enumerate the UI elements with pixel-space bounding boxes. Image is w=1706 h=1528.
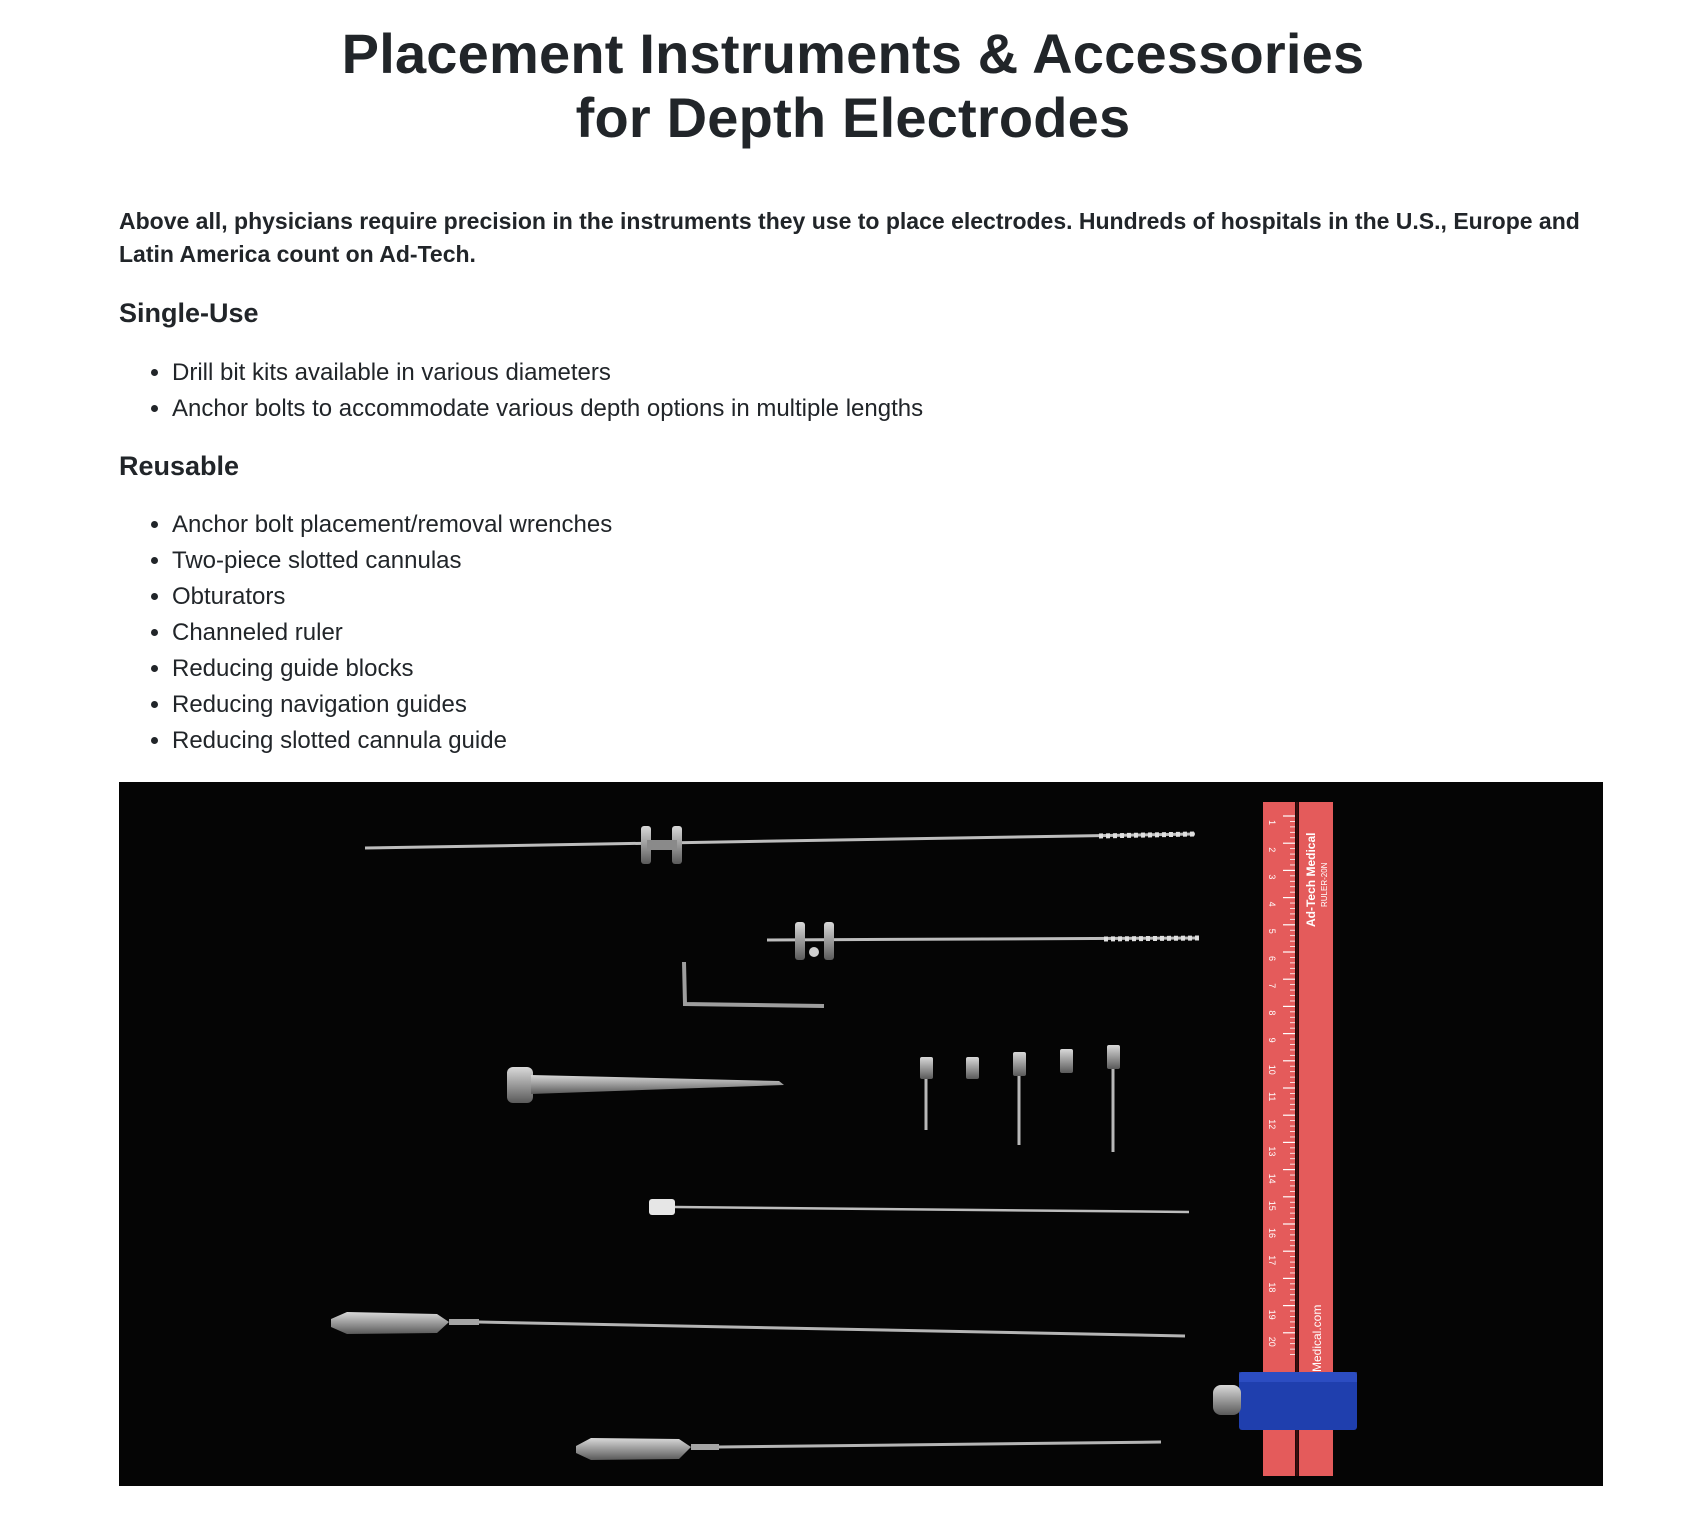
ruler-tick-label: 16 bbox=[1267, 1228, 1277, 1239]
list-item: • Channeled ruler bbox=[172, 615, 1572, 651]
ruler-tick-label: 20 bbox=[1267, 1336, 1277, 1347]
reusable-list bbox=[119, 507, 1572, 759]
page-title-line1: Placement Instruments & Accessories bbox=[341, 22, 1365, 85]
drill-bit-long bbox=[365, 826, 1195, 864]
ruler-tick-label: 18 bbox=[1267, 1282, 1277, 1293]
ruler-tick-label: 3 bbox=[1267, 874, 1277, 880]
single-use-heading: Single-Use bbox=[119, 298, 259, 328]
ruler-brand-label: Ad-Tech Medical bbox=[1304, 832, 1318, 927]
ruler-tick-label: 2 bbox=[1267, 847, 1277, 853]
page-title bbox=[0, 22, 1706, 150]
thumb-screw-icon bbox=[1213, 1385, 1241, 1415]
list-item: • Reducing navigation guides bbox=[172, 687, 1572, 723]
ruler-tick-label: 14 bbox=[1267, 1173, 1277, 1184]
obturator bbox=[649, 1199, 1189, 1215]
instruments-photo bbox=[119, 782, 1603, 1486]
ruler-tick-label: 1 bbox=[1267, 820, 1277, 826]
intro-paragraph: Above all, physicians require precision in the instruments they use to place electrodes. Hundreds of hospitals in the U.S., Europe and Latin America count on Ad-Tech. bbox=[119, 208, 1580, 267]
reducing-guide-block bbox=[1213, 1372, 1357, 1430]
ruler-tick-label: 9 bbox=[1267, 1037, 1277, 1043]
single-use-list bbox=[119, 355, 1572, 427]
list-item: • Obturators bbox=[172, 579, 1572, 615]
ruler-model-label: RULER-20N bbox=[1320, 862, 1329, 907]
anchor-bolts bbox=[920, 1045, 1120, 1152]
ruler-tick-label: 6 bbox=[1267, 956, 1277, 962]
list-item: • Reducing slotted cannula guide bbox=[172, 723, 1572, 759]
hex-key bbox=[684, 962, 824, 1006]
list-item: • Reducing guide blocks bbox=[172, 651, 1572, 687]
list-item: • Anchor bolts to accommodate various depth options in multiple lengths bbox=[172, 391, 1572, 427]
ruler-tick-label: 8 bbox=[1267, 1010, 1277, 1016]
list-item: • Two-piece slotted cannulas bbox=[172, 543, 1572, 579]
reusable-heading: Reusable bbox=[119, 451, 240, 481]
ruler-tick-label: 15 bbox=[1267, 1200, 1277, 1211]
drill-bit-short bbox=[767, 922, 1199, 960]
intro-block bbox=[119, 205, 1599, 271]
page-title-line2: for Depth Electrodes bbox=[575, 86, 1131, 149]
list-item: • Drill bit kits available in various diameters bbox=[172, 355, 1572, 391]
slotted-cannula-short bbox=[576, 1438, 1161, 1460]
ruler-tick-label: 11 bbox=[1267, 1092, 1277, 1102]
ruler-tick-label: 5 bbox=[1267, 928, 1277, 934]
list-item: • Anchor bolt placement/removal wrenches bbox=[172, 507, 1572, 543]
anchor-bolt-wrench bbox=[507, 1067, 784, 1103]
ruler-tick-label: 13 bbox=[1267, 1146, 1277, 1157]
ruler-tick-label: 19 bbox=[1267, 1309, 1277, 1320]
ruler-tick-label: 10 bbox=[1267, 1064, 1277, 1075]
ruler-url-label: Medical.com bbox=[1310, 1304, 1324, 1372]
ruler-tick-label: 7 bbox=[1267, 983, 1277, 989]
ruler-tick-label: 12 bbox=[1267, 1119, 1277, 1130]
instruments-illustration bbox=[119, 782, 1603, 1486]
slotted-cannula-long bbox=[331, 1312, 1185, 1336]
ruler-tick-label: 17 bbox=[1267, 1255, 1277, 1266]
ruler-tick-label: 4 bbox=[1267, 901, 1277, 907]
